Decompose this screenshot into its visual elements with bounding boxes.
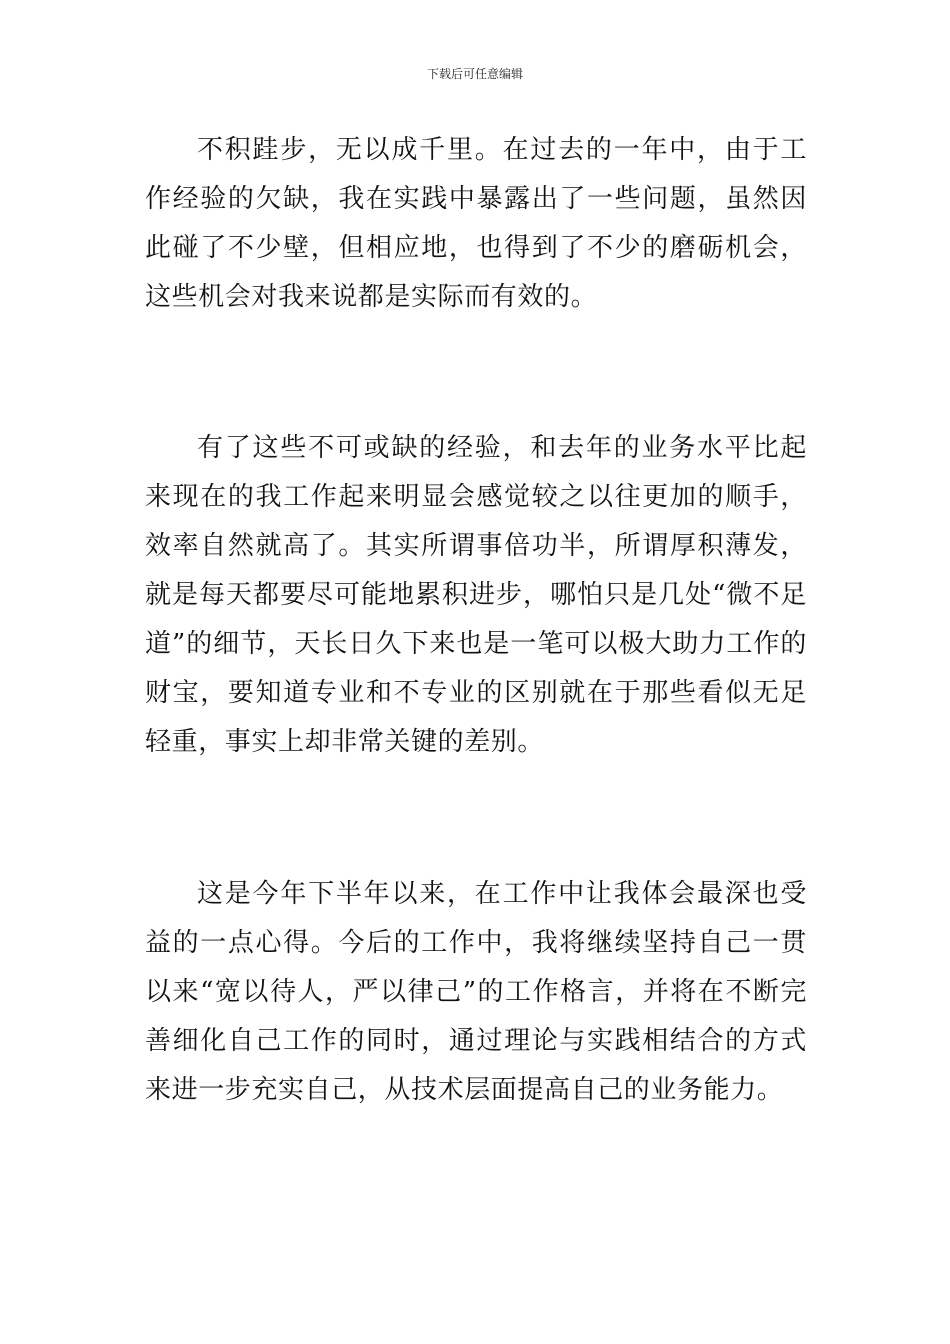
page-header: 下载后可任意编辑	[426, 67, 523, 81]
paragraph-1: 不积跬步，无以成千里。在过去的一年中，由于工作经验的欠缺，我在实践中暴露出了一些问题，虽然因此碰了不少壁，但相应地，也得到了不少的磨砺机会，这些机会对我来说都是实际而有效的。	[145, 135, 807, 312]
paragraph-2: 有了这些不可或缺的经验，和去年的业务水平比起来现在的我工作起来明显会感觉较之以往更加的顺手，效率自然就高了。其实所谓事倍功半，所谓厚积薄发，就是每天都要尽可能地累积进步，哪怕只是几处“微不足道”的细节，天长日久下来也是一笔可以极大助力工作的财宝，要知道专业和不专业的区别就在于那些看似无足轻重，事实上却非常关键的差别。	[145, 433, 807, 757]
paragraph-3: 这是今年下半年以来，在工作中让我体会最深也受益的一点心得。今后的工作中，我将继续坚持自己一贯以来“宽以待人，严以律己”的工作格言，并将在不断完善细化自己工作的同时，通过理论与实践相结合的方式来进一步充实自己，从技术层面提高自己的业务能力。	[145, 879, 807, 1105]
